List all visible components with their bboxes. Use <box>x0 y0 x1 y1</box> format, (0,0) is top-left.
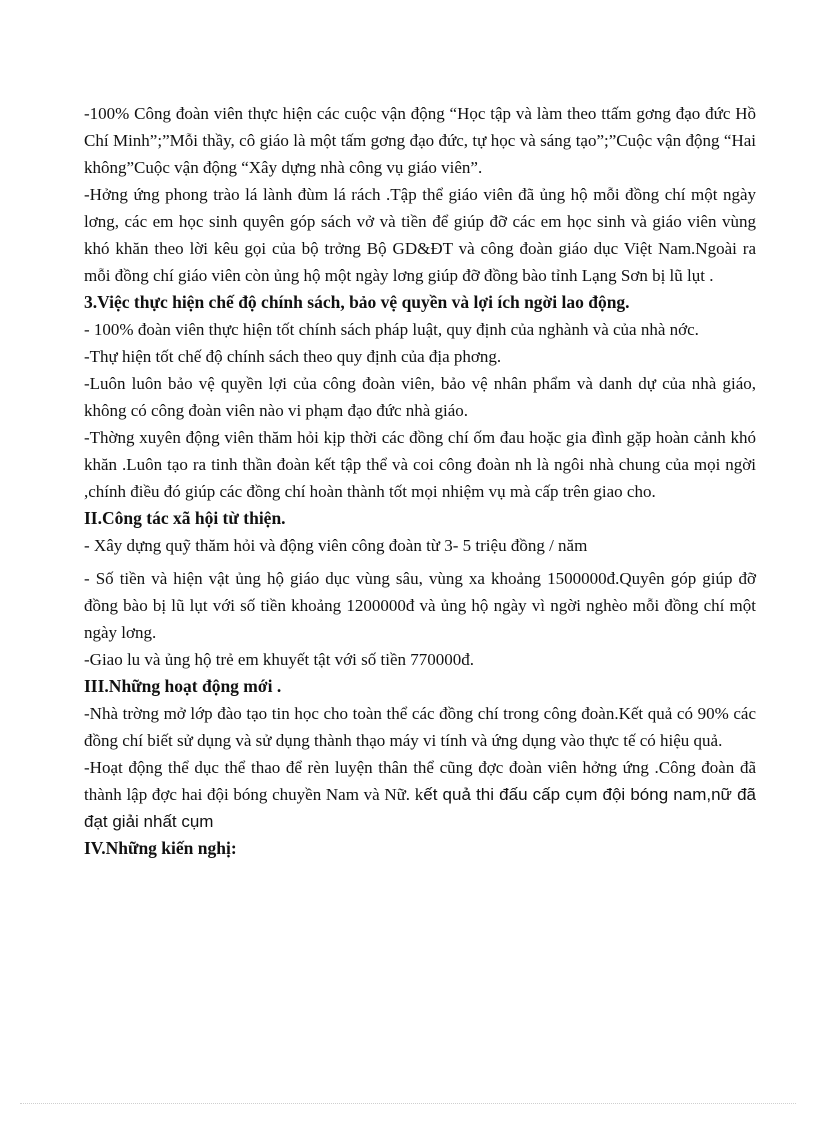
section-heading-recommendations: IV.Những kiến nghị: <box>84 838 237 858</box>
paragraph-donations: - Số tiền và hiện vật ủng hộ giáo dục vùng sâu, vùng xa khoảng 1500000đ.Quyên góp giúp đỡ đồng bào bị lũ lụt với số tiền khoảng 1200000đ và ủng hộ ngày vì ngời nghèo mỗi đồng chí một ngày lơng. <box>84 569 756 642</box>
paragraph-disabled-children: -Giao lu và ủng hộ trẻ em khuyết tật với số tiền 770000đ. <box>84 650 475 669</box>
paragraph-visit-fund: - Xây dựng quỹ thăm hỏi và động viên công đoàn từ 3- 5 triệu đồng / năm <box>84 536 588 555</box>
section-heading-policy: 3.Việc thực hiện chế độ chính sách, bảo vệ quyền và lợi ích ngời lao động. <box>84 292 630 312</box>
section-heading-new-activities: III.Những hoạt động mới . <box>84 676 282 696</box>
paragraph-campaigns: -100% Công đoàn viên thực hiện các cuộc vận động “Học tập và làm theo ttấm gơng đạo đức Hồ Chí Minh”;”Mỗi thầy, cô giáo là một tấm gơng đạo đức, tự học và sáng tạo”;”Cuộc vận động “Hai không”Cuộc vận động “Xây dựng nhà công vụ giáo viên”. <box>84 104 756 177</box>
paragraph-charity-support: -Hởng ứng phong trào lá lành đùm lá rách .Tập thể giáo viên đã ủng hộ mỗi đồng chí một ngày lơng, các em học sinh quyên góp sách vở và tiền để giúp đỡ các em học sinh và giáo viên vùng khó khăn theo lời kêu gọi của bộ trởng Bộ GD&ĐT và công đoàn giáo dục Việt Nam.Ngoài ra mỗi đồng chí giáo viên còn ủng hộ một ngày lơng giúp đỡ đồng bào tỉnh Lạng Sơn bị lũ lụt . <box>84 185 756 285</box>
section-heading-social-charity: II.Công tác xã hội từ thiện. <box>84 508 286 528</box>
paragraph-sports <box>84 754 756 835</box>
page-bottom-divider <box>20 1103 796 1104</box>
document-page <box>84 100 756 862</box>
sports-text-serif: -Hoạt động thể dục thể thao để rèn luyện thân thể cũng đợc đoàn viên hởng ứng .Công đoàn đã thành lập đợc hai đội bóng chuyền Nam và Nữ. k <box>84 758 756 804</box>
paragraph-visits-solidarity: -Thờng xuyên động viên thăm hỏi kịp thời các đồng chí ốm đau hoặc gia đình gặp hoàn cảnh khó khăn .Luôn tạo ra tinh thần đoàn kết tập thể và coi công đoàn nh là ngôi nhà chung của mọi ngời ,chính điều đó giúp các đồng chí hoàn thành tốt mọi nhiệm vụ mà cấp trên giao cho. <box>84 428 756 501</box>
paragraph-local-policy: -Thự hiện tốt chế độ chính sách theo quy định của địa phơng. <box>84 347 502 366</box>
paragraph-it-training: -Nhà trờng mở lớp đào tạo tin học cho toàn thể các đồng chí trong công đoàn.Kết quả có 90% các đồng chí biết sử dụng và sử dụng thành thạo máy vi tính và ứng dụng vào thực tế có hiệu quả. <box>84 704 756 750</box>
sports-text-sans: ết quả thi đấu cấp cụm đội bóng nam,nữ đã đạt giải nhất cụm <box>84 785 756 831</box>
paragraph-law-compliance: - 100% đoàn viên thực hiện tốt chính sách pháp luật, quy định của nghành và của nhà nớc. <box>84 320 699 339</box>
paragraph-rights-protection: -Luôn luôn bảo vệ quyền lợi của công đoàn viên, bảo vệ nhân phẩm và danh dự của nhà giáo, không có công đoàn viên nào vi phạm đạo đức nhà giáo. <box>84 374 756 420</box>
